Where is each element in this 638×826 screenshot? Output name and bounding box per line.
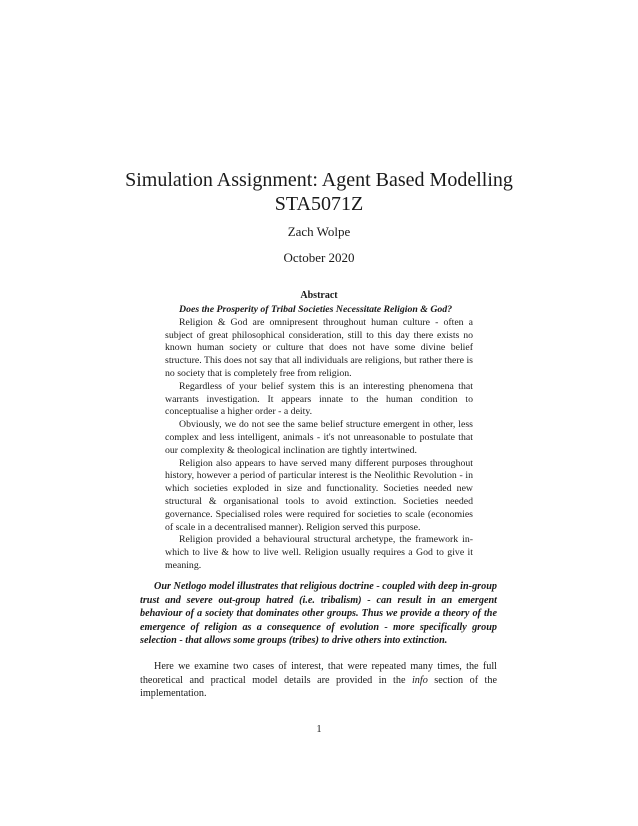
abstract-paragraph: Religion provided a behavioural structural archetype, the framework in-which to live & how to live well. Religion usually requires a God to give it meaning. [165, 534, 473, 571]
abstract-body [165, 304, 473, 573]
paper-title-line1: Simulation Assignment: Agent Based Modelling [125, 169, 513, 191]
body-text-before: Here we examine two cases of interest, that were repeated many times, the full theoretical and practical model details are provided in the [140, 661, 497, 686]
info-word: info [411, 674, 428, 686]
body-text [140, 660, 497, 701]
abstract-question: Does the Prosperity of Tribal Societies Necessitate Religion & God? [179, 304, 453, 315]
page-number: 1 [316, 724, 322, 735]
paper-title-line2: STA5071Z [274, 193, 364, 215]
abstract-paragraph: Religion also appears to have served many different purposes throughout history, however a period of particular interest is the Neolithic Revolution - in which societies exploded in size and functionality. Societies needed new structural & organisational tools to avoid extinction. Societies needed governance. Specialised roles were required for societies to scale (economies of scale in a decentralised manner). Religion served this purpose. [165, 457, 473, 533]
body-text-after: section of the implementation. [140, 674, 497, 699]
highlight-text: Our Netlogo model illustrates that religious doctrine - coupled with deep in-group trust and severe out-group hatred (i.e. tribalism) - can result in an emergent behaviour of a society that dominates other groups. Thus we provide a theory of the emergence of religion as a consequence of evolution - more specifically group selection - that allows some groups (tribes) to drive others into extinction. [140, 581, 497, 646]
abstract-heading: Abstract [300, 290, 338, 301]
body-paragraph [140, 660, 497, 701]
abstract-paragraph: Obviously, we do not see the same belief structure emergent in other, less complex and less intelligent, animals - it's not unreasonable to postulate that our complexity & theological inclination are tightly intertwined. [165, 419, 473, 456]
highlight-paragraph [140, 580, 497, 648]
abstract-paragraph: Regardless of your belief system this is an interesting phenomena that warrants investigation. It appears innate to the human condition to conceptualise a higher order - a deity. [165, 380, 473, 418]
paper-date: October 2020 [283, 250, 355, 265]
abstract-paragraph: Religion & God are omnipresent throughout human culture - often a subject of great philosophical consideration, still to this day there exists no known human society or culture that does not have some divine belief structure. This does not say that all individuals are religions, but rather there is no society that is completely free from religion. [165, 316, 473, 379]
paper-author: Zach Wolpe [287, 224, 351, 239]
